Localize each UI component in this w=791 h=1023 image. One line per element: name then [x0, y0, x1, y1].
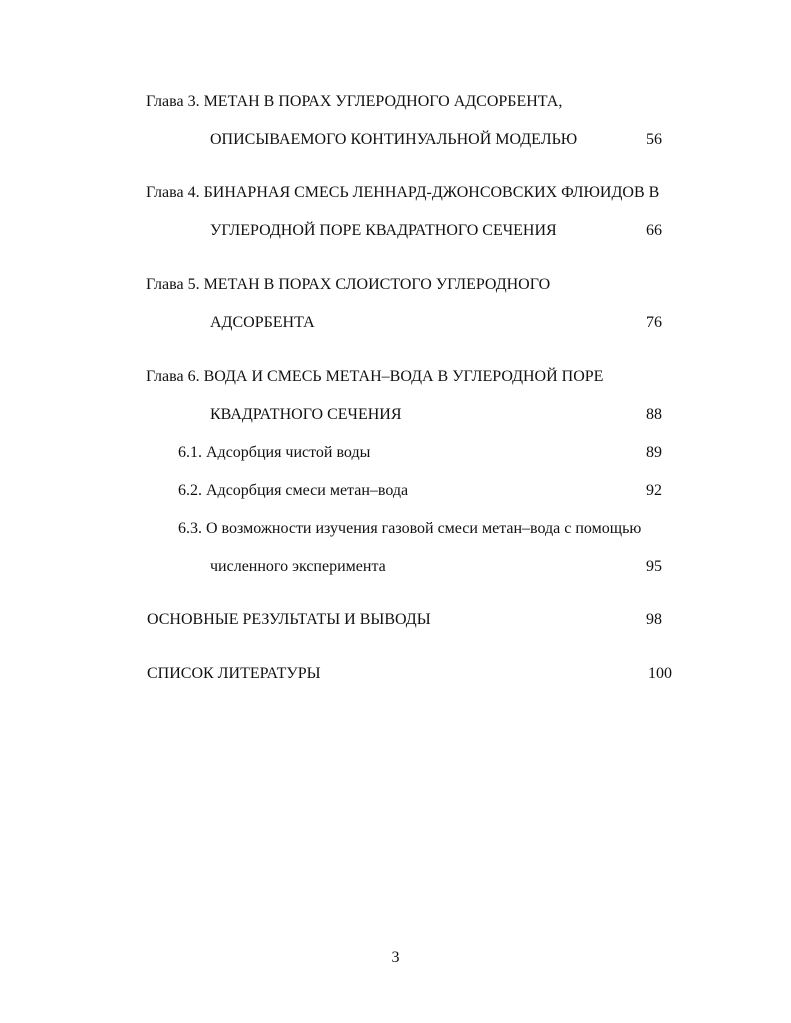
toc-chapter-6-page: 88	[646, 406, 662, 423]
toc-section-6-2-title: 6.2. Адсорбция смеси метан–вода	[178, 482, 409, 499]
toc-references-page: 100	[648, 665, 672, 682]
toc-chapter-5-title-cont: АДСОРБЕНТА	[210, 314, 315, 331]
toc-chapter-6-title-cont: КВАДРАТНОГО СЕЧЕНИЯ	[210, 406, 402, 423]
toc-chapter-5-page: 76	[646, 314, 662, 331]
toc-results-page: 98	[646, 611, 662, 628]
toc-section-6-3-title: 6.3. О возможности изучения газовой смеси метан–вода с помощью	[178, 520, 642, 537]
toc-chapter-3-title: Глава 3. МЕТАН В ПОРАХ УГЛЕРОДНОГО АДСОРБЕНТА,	[146, 93, 563, 110]
toc-section-6-1-title: 6.1. Адсорбция чистой воды	[178, 444, 371, 461]
toc-section-6-3-title-cont: численного эксперимента	[210, 558, 386, 575]
toc-section-6-1-page: 89	[646, 444, 662, 461]
toc-references-title: СПИСОК ЛИТЕРАТУРЫ	[147, 665, 321, 682]
toc-chapter-4-title-cont: УГЛЕРОДНОЙ ПОРЕ КВАДРАТНОГО СЕЧЕНИЯ	[210, 222, 557, 239]
page-number: 3	[391, 949, 400, 966]
toc-results-title: ОСНОВНЫЕ РЕЗУЛЬТАТЫ И ВЫВОДЫ	[147, 611, 431, 628]
toc-section-6-2-page: 92	[646, 482, 662, 499]
toc-section-6-3-page: 95	[646, 558, 662, 575]
toc-chapter-4-page: 66	[646, 222, 662, 239]
toc-chapter-4-title: Глава 4. БИНАРНАЯ СМЕСЬ ЛЕННАРД-ДЖОНСОВСКИХ ФЛЮИДОВ В	[146, 184, 660, 201]
toc-chapter-3-title-cont: ОПИСЫВАЕМОГО КОНТИНУАЛЬНОЙ МОДЕЛЬЮ	[210, 131, 578, 148]
toc-chapter-3-page: 56	[646, 131, 662, 148]
toc-chapter-5-title: Глава 5. МЕТАН В ПОРАХ СЛОИСТОГО УГЛЕРОДНОГО	[146, 276, 551, 293]
toc-chapter-6-title: Глава 6. ВОДА И СМЕСЬ МЕТАН–ВОДА В УГЛЕРОДНОЙ ПОРЕ	[146, 368, 604, 385]
